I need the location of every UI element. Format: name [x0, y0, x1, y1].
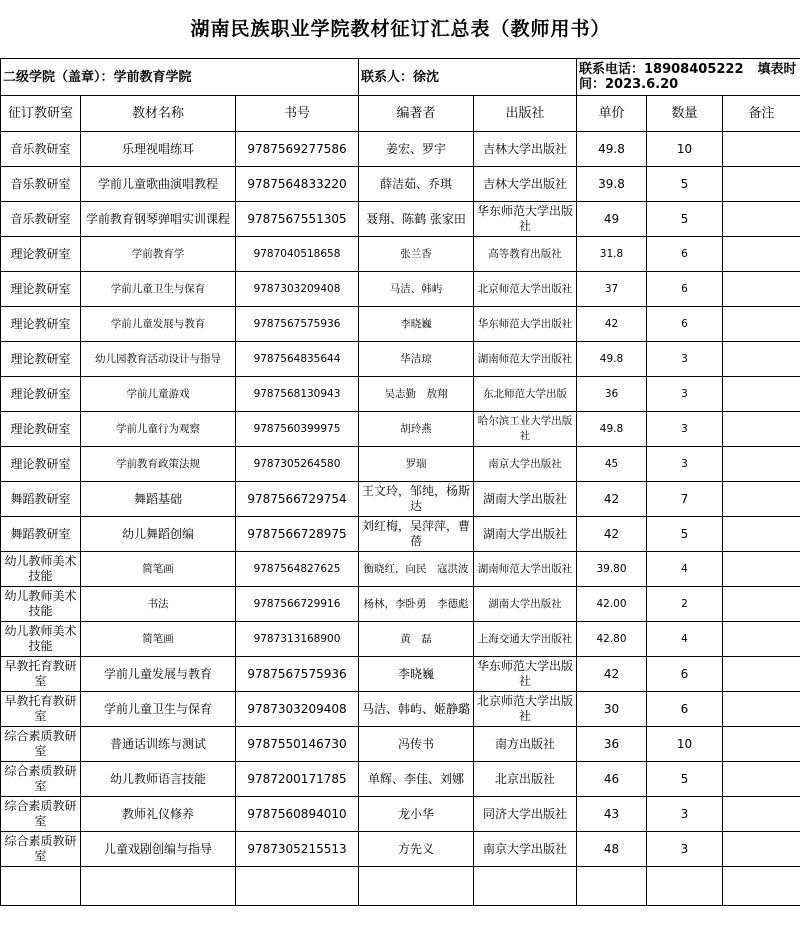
isbn-cell[interactable]: 9787303209408 — [236, 692, 359, 727]
publisher-cell[interactable]: 东北师范大学出版 — [474, 377, 577, 412]
author-cell[interactable]: 马洁、韩屿、姬静璐 — [359, 692, 474, 727]
remark-cell[interactable] — [723, 762, 800, 797]
department-cell[interactable]: 舞蹈教研室 — [1, 517, 81, 552]
book-title-cell[interactable]: 学前儿童发展与教育 — [81, 657, 236, 692]
title-row — [1, 0, 800, 59]
isbn-cell[interactable]: 9787566728975 — [236, 517, 359, 552]
author-cell[interactable]: 李晓巍 — [359, 307, 474, 342]
price-cell[interactable]: 43 — [577, 797, 647, 832]
publisher-cell[interactable]: 北京师范大学出版社 — [474, 692, 577, 727]
department-cell[interactable]: 理论教研室 — [1, 412, 81, 447]
author-cell[interactable]: 薛洁茹、乔琪 — [359, 167, 474, 202]
publisher-cell[interactable]: 华东师范大学出版社 — [474, 202, 577, 237]
remark-cell[interactable] — [723, 412, 800, 447]
book-title-cell[interactable]: 幼儿教师语言技能 — [81, 762, 236, 797]
table-row — [1, 447, 800, 482]
isbn-cell[interactable]: 9787568130943 — [236, 377, 359, 412]
college-label: 二级学院（盖章）：学前教育学院 — [1, 59, 359, 96]
publisher-cell[interactable]: 同济大学出版社 — [474, 797, 577, 832]
quantity-cell[interactable]: 6 — [647, 657, 723, 692]
price-cell[interactable]: 49.8 — [577, 132, 647, 167]
price-cell[interactable]: 31.8 — [577, 237, 647, 272]
book-title-cell[interactable]: 学前儿童行为观察 — [81, 412, 236, 447]
author-cell[interactable]: 胡玲燕 — [359, 412, 474, 447]
table-row — [1, 762, 800, 797]
price-cell[interactable]: 39.8 — [577, 167, 647, 202]
quantity-cell[interactable]: 6 — [647, 307, 723, 342]
column-header: 教材名称 — [81, 96, 236, 132]
header-row — [1, 96, 800, 132]
book-title-cell[interactable]: 学前儿童发展与教育 — [81, 307, 236, 342]
price-cell[interactable]: 42 — [577, 657, 647, 692]
table-row — [1, 482, 800, 517]
book-title-cell[interactable]: 幼儿舞蹈创编 — [81, 517, 236, 552]
empty-cell[interactable] — [647, 867, 723, 906]
publisher-cell[interactable]: 湖南大学出版社 — [474, 482, 577, 517]
author-cell[interactable]: 衡晓红，向民 寇洪波 — [359, 552, 474, 587]
book-title-cell[interactable]: 教师礼仪修养 — [81, 797, 236, 832]
author-cell[interactable]: 马洁、韩屿 — [359, 272, 474, 307]
price-cell[interactable]: 49.8 — [577, 342, 647, 377]
author-cell[interactable]: 华洁琼 — [359, 342, 474, 377]
quantity-cell[interactable]: 7 — [647, 482, 723, 517]
column-header: 数量 — [647, 96, 723, 132]
quantity-cell[interactable]: 5 — [647, 762, 723, 797]
price-cell[interactable]: 46 — [577, 762, 647, 797]
remark-cell[interactable] — [723, 657, 800, 692]
author-cell[interactable]: 张兰香 — [359, 237, 474, 272]
isbn-cell[interactable]: 9787566729916 — [236, 587, 359, 622]
remark-cell[interactable] — [723, 167, 800, 202]
phone-label: 联系电话：18908405222 — [579, 62, 744, 77]
publisher-cell[interactable]: 吉林大学出版社 — [474, 167, 577, 202]
publisher-cell[interactable]: 湖南师范大学出版社 — [474, 552, 577, 587]
author-cell[interactable]: 李晓巍 — [359, 657, 474, 692]
isbn-cell[interactable]: 9787303209408 — [236, 272, 359, 307]
quantity-cell[interactable]: 3 — [647, 342, 723, 377]
remark-cell[interactable] — [723, 517, 800, 552]
price-cell[interactable]: 42 — [577, 307, 647, 342]
department-cell[interactable]: 综合素质教研室 — [1, 797, 81, 832]
table-row — [1, 517, 800, 552]
quantity-cell[interactable]: 6 — [647, 237, 723, 272]
publisher-cell[interactable]: 哈尔滨工业大学出版社 — [474, 412, 577, 447]
book-title-cell[interactable]: 学前教育政策法规 — [81, 447, 236, 482]
publisher-cell[interactable]: 上海交通大学出版社 — [474, 622, 577, 657]
column-header: 单价 — [577, 96, 647, 132]
department-cell[interactable]: 理论教研室 — [1, 377, 81, 412]
department-cell[interactable]: 幼儿教师美术技能 — [1, 622, 81, 657]
price-cell[interactable]: 42 — [577, 482, 647, 517]
isbn-cell[interactable]: 9787567575936 — [236, 307, 359, 342]
isbn-cell[interactable]: 9787567575936 — [236, 657, 359, 692]
publisher-cell[interactable]: 湖南师范大学出版社 — [474, 342, 577, 377]
table-row — [1, 237, 800, 272]
remark-cell[interactable] — [723, 587, 800, 622]
table-row — [1, 272, 800, 307]
table-row — [1, 657, 800, 692]
empty-cell[interactable] — [723, 867, 800, 906]
book-title-cell[interactable]: 学前儿童游戏 — [81, 377, 236, 412]
price-cell[interactable]: 42.80 — [577, 622, 647, 657]
department-cell[interactable]: 幼儿教师美术技能 — [1, 552, 81, 587]
remark-cell[interactable] — [723, 832, 800, 867]
table-row — [1, 797, 800, 832]
price-cell[interactable]: 49.8 — [577, 412, 647, 447]
isbn-cell[interactable]: 9787564833220 — [236, 167, 359, 202]
quantity-cell[interactable]: 3 — [647, 412, 723, 447]
price-cell[interactable]: 37 — [577, 272, 647, 307]
book-title-cell[interactable]: 学前教育学 — [81, 237, 236, 272]
quantity-cell[interactable]: 3 — [647, 447, 723, 482]
quantity-cell[interactable]: 3 — [647, 377, 723, 412]
remark-cell[interactable] — [723, 272, 800, 307]
department-cell[interactable]: 音乐教研室 — [1, 132, 81, 167]
remark-cell[interactable] — [723, 727, 800, 762]
table-row — [1, 692, 800, 727]
quantity-cell[interactable]: 5 — [647, 167, 723, 202]
table-row — [1, 727, 800, 762]
remark-cell[interactable] — [723, 552, 800, 587]
table-row — [1, 307, 800, 342]
remark-cell[interactable] — [723, 307, 800, 342]
author-cell[interactable]: 聂翔、陈鹤 张家田 — [359, 202, 474, 237]
quantity-cell[interactable]: 5 — [647, 517, 723, 552]
phone-date-cell — [577, 59, 800, 96]
table-row — [1, 622, 800, 657]
book-title-cell[interactable]: 简笔画 — [81, 622, 236, 657]
price-cell[interactable]: 42 — [577, 517, 647, 552]
table-row — [1, 832, 800, 867]
isbn-cell[interactable]: 9787567551305 — [236, 202, 359, 237]
empty-cell[interactable] — [81, 867, 236, 906]
quantity-cell[interactable]: 10 — [647, 132, 723, 167]
price-cell[interactable]: 42.00 — [577, 587, 647, 622]
table-row — [1, 552, 800, 587]
department-cell[interactable]: 早教托育教研室 — [1, 692, 81, 727]
quantity-cell[interactable]: 2 — [647, 587, 723, 622]
department-cell[interactable]: 理论教研室 — [1, 342, 81, 377]
book-title-cell[interactable]: 简笔画 — [81, 552, 236, 587]
table-row — [1, 167, 800, 202]
department-cell[interactable]: 幼儿教师美术技能 — [1, 587, 81, 622]
info-row — [1, 59, 800, 96]
author-cell[interactable]: 龙小华 — [359, 797, 474, 832]
remark-cell[interactable] — [723, 202, 800, 237]
empty-cell[interactable] — [577, 867, 647, 906]
department-cell[interactable]: 综合素质教研室 — [1, 727, 81, 762]
publisher-cell[interactable]: 高等教育出版社 — [474, 237, 577, 272]
remark-cell[interactable] — [723, 132, 800, 167]
book-title-cell[interactable]: 学前儿童卫生与保育 — [81, 692, 236, 727]
author-cell[interactable]: 黄 磊 — [359, 622, 474, 657]
quantity-cell[interactable]: 3 — [647, 797, 723, 832]
book-title-cell[interactable]: 儿童戏剧创编与指导 — [81, 832, 236, 867]
quantity-cell[interactable]: 5 — [647, 202, 723, 237]
author-cell[interactable]: 方先义 — [359, 832, 474, 867]
price-cell[interactable]: 49 — [577, 202, 647, 237]
author-cell[interactable]: 姜宏、罗宇 — [359, 132, 474, 167]
price-cell[interactable]: 30 — [577, 692, 647, 727]
table-row — [1, 202, 800, 237]
isbn-cell[interactable]: 9787040518658 — [236, 237, 359, 272]
department-cell[interactable]: 早教托育教研室 — [1, 657, 81, 692]
isbn-cell[interactable]: 9787560894010 — [236, 797, 359, 832]
publisher-cell[interactable]: 北京师范大学出版社 — [474, 272, 577, 307]
quantity-cell[interactable]: 4 — [647, 622, 723, 657]
isbn-cell[interactable]: 9787550146730 — [236, 727, 359, 762]
remark-cell[interactable] — [723, 342, 800, 377]
publisher-cell[interactable]: 华东师范大学出版社 — [474, 307, 577, 342]
department-cell[interactable]: 理论教研室 — [1, 237, 81, 272]
book-title-cell[interactable]: 学前儿童卫生与保育 — [81, 272, 236, 307]
column-header: 书号 — [236, 96, 359, 132]
department-cell[interactable]: 综合素质教研室 — [1, 762, 81, 797]
author-cell[interactable]: 王文玲，邹纯，杨斯达 — [359, 482, 474, 517]
table-row — [1, 342, 800, 377]
quantity-cell[interactable]: 6 — [647, 692, 723, 727]
empty-cell[interactable] — [359, 867, 474, 906]
isbn-cell[interactable]: 9787200171785 — [236, 762, 359, 797]
book-title-cell[interactable]: 幼儿园教育活动设计与指导 — [81, 342, 236, 377]
table-row — [1, 377, 800, 412]
price-cell[interactable]: 36 — [577, 727, 647, 762]
remark-cell[interactable] — [723, 797, 800, 832]
author-cell[interactable]: 刘红梅，吴萍萍，曹蓓 — [359, 517, 474, 552]
author-cell[interactable]: 冯传书 — [359, 727, 474, 762]
empty-cell[interactable] — [474, 867, 577, 906]
publisher-cell[interactable]: 湖南大学出版社 — [474, 587, 577, 622]
table-row — [1, 412, 800, 447]
publisher-cell[interactable]: 北京出版社 — [474, 762, 577, 797]
publisher-cell[interactable]: 吉林大学出版社 — [474, 132, 577, 167]
table-row — [1, 587, 800, 622]
department-cell[interactable]: 音乐教研室 — [1, 202, 81, 237]
quantity-cell[interactable]: 3 — [647, 832, 723, 867]
price-cell[interactable]: 39.80 — [577, 552, 647, 587]
remark-cell[interactable] — [723, 622, 800, 657]
isbn-cell[interactable]: 9787566729754 — [236, 482, 359, 517]
isbn-cell[interactable]: 9787569277586 — [236, 132, 359, 167]
book-title-cell[interactable]: 普通话训练与测试 — [81, 727, 236, 762]
isbn-cell[interactable]: 9787560399975 — [236, 412, 359, 447]
empty-cell[interactable] — [236, 867, 359, 906]
department-cell[interactable]: 舞蹈教研室 — [1, 482, 81, 517]
isbn-cell[interactable]: 9787564827625 — [236, 552, 359, 587]
table-row — [1, 132, 800, 167]
book-title-cell[interactable]: 书法 — [81, 587, 236, 622]
publisher-cell[interactable]: 华东师范大学出版社 — [474, 657, 577, 692]
department-cell[interactable]: 理论教研室 — [1, 272, 81, 307]
price-cell[interactable]: 45 — [577, 447, 647, 482]
isbn-cell[interactable]: 9787313168900 — [236, 622, 359, 657]
contact-label: 联系人：徐沈 — [359, 59, 577, 96]
quantity-cell[interactable]: 4 — [647, 552, 723, 587]
author-cell[interactable]: 单辉、李佳、刘娜 — [359, 762, 474, 797]
remark-cell[interactable] — [723, 377, 800, 412]
department-cell[interactable]: 理论教研室 — [1, 307, 81, 342]
department-cell[interactable]: 理论教研室 — [1, 447, 81, 482]
publisher-cell[interactable]: 南京大学出版社 — [474, 832, 577, 867]
book-title-cell[interactable]: 舞蹈基础 — [81, 482, 236, 517]
remark-cell[interactable] — [723, 237, 800, 272]
sheet-title: 湖南民族职业学院教材征订汇总表（教师用书） — [1, 0, 800, 59]
department-cell[interactable]: 综合素质教研室 — [1, 832, 81, 867]
isbn-cell[interactable]: 9787305215513 — [236, 832, 359, 867]
price-cell[interactable]: 36 — [577, 377, 647, 412]
book-title-cell[interactable]: 学前儿童歌曲演唱教程 — [81, 167, 236, 202]
author-cell[interactable]: 杨林，李卧勇 李德彪 — [359, 587, 474, 622]
price-cell[interactable]: 48 — [577, 832, 647, 867]
remark-cell[interactable] — [723, 482, 800, 517]
book-title-cell[interactable]: 乐理视唱练耳 — [81, 132, 236, 167]
publisher-cell[interactable]: 湖南大学出版社 — [474, 517, 577, 552]
column-header: 备注 — [723, 96, 800, 132]
quantity-cell[interactable]: 6 — [647, 272, 723, 307]
remark-cell[interactable] — [723, 692, 800, 727]
column-header: 征订教研室 — [1, 96, 81, 132]
publisher-cell[interactable]: 南方出版社 — [474, 727, 577, 762]
department-cell[interactable]: 音乐教研室 — [1, 167, 81, 202]
column-header: 出版社 — [474, 96, 577, 132]
isbn-cell[interactable]: 9787305264580 — [236, 447, 359, 482]
book-title-cell[interactable]: 学前教育钢琴弹唱实训课程 — [81, 202, 236, 237]
column-header: 编著者 — [359, 96, 474, 132]
remark-cell[interactable] — [723, 447, 800, 482]
quantity-cell[interactable]: 10 — [647, 727, 723, 762]
publisher-cell[interactable]: 南京大学出版社 — [474, 447, 577, 482]
empty-row — [1, 867, 800, 906]
isbn-cell[interactable]: 9787564835644 — [236, 342, 359, 377]
author-cell[interactable]: 吴志勤 敖翔 — [359, 377, 474, 412]
date-label: 填表时间：2023.6.20 — [579, 62, 797, 92]
empty-cell[interactable] — [1, 867, 81, 906]
author-cell[interactable]: 罗瑞 — [359, 447, 474, 482]
